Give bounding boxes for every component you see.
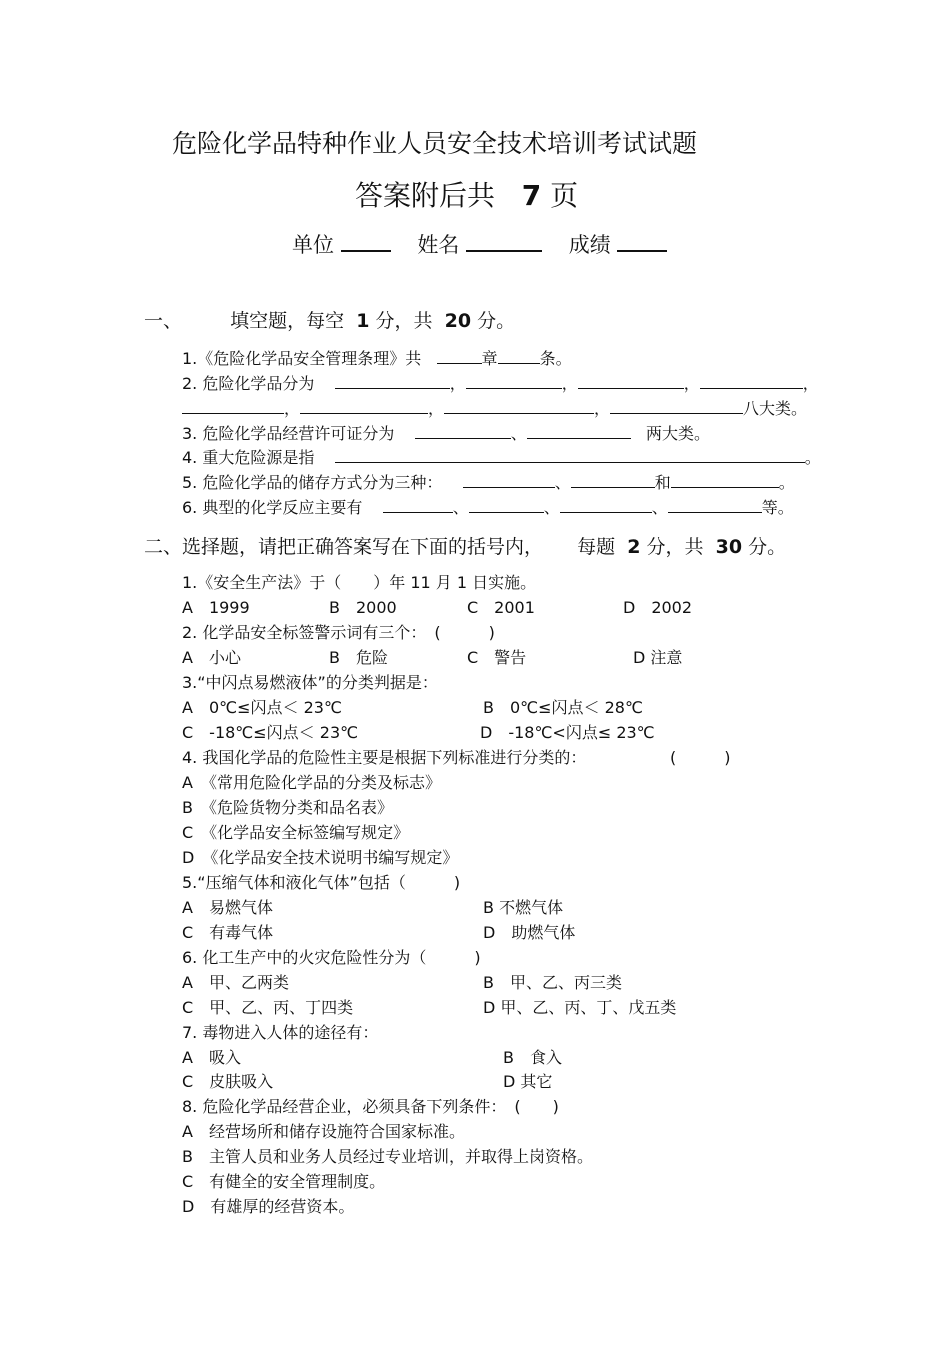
blank-field[interactable] bbox=[437, 348, 482, 364]
option-a[interactable]: A 1999 bbox=[182, 598, 250, 617]
blank-field[interactable] bbox=[182, 398, 284, 414]
option-b[interactable]: B 0℃≤闪点＜ 28℃ bbox=[483, 698, 643, 717]
option-b[interactable]: B 《危险货物分类和品名表》 bbox=[182, 798, 393, 817]
question-text: 和 bbox=[654, 473, 671, 492]
blank-field[interactable] bbox=[469, 497, 544, 513]
section2-text: 分。 bbox=[748, 536, 787, 558]
page-count: 7 bbox=[521, 179, 542, 212]
section2-text: 分，共 bbox=[646, 536, 704, 558]
subtitle-prefix: 答案附后共 bbox=[355, 179, 496, 212]
section1-text: 分。 bbox=[477, 310, 516, 332]
question-text: 等。 bbox=[761, 498, 794, 517]
blank-field[interactable] bbox=[463, 472, 555, 488]
blank-field[interactable] bbox=[300, 398, 428, 414]
punct: 、 bbox=[543, 498, 560, 517]
punct: 、 bbox=[510, 424, 527, 443]
blank-field[interactable] bbox=[383, 497, 453, 513]
fill-question-2-cont bbox=[182, 396, 807, 419]
option-a[interactable]: A 甲、乙两类 bbox=[182, 973, 289, 992]
blank-field[interactable] bbox=[527, 423, 631, 439]
question-text: 3. 危险化学品经营许可证分为 bbox=[182, 424, 395, 443]
score-field[interactable] bbox=[617, 230, 667, 252]
choice-question-8: 8. 危险化学品经营企业，必须具备下列条件： ( ) bbox=[182, 1097, 559, 1116]
blank-field[interactable] bbox=[444, 398, 594, 414]
option-b[interactable]: B 主管人员和业务人员经过专业培训，并取得上岗资格。 bbox=[182, 1147, 593, 1166]
subtitle-suffix: 页 bbox=[550, 179, 579, 212]
section1-text: 填空题，每空 bbox=[230, 310, 345, 332]
option-a[interactable]: A 小心 bbox=[182, 648, 241, 667]
blank-field[interactable] bbox=[700, 373, 803, 389]
blank-field[interactable] bbox=[571, 472, 655, 488]
option-c[interactable]: C 甲、乙、丙、丁四类 bbox=[182, 998, 354, 1017]
question-text: 1.《危险化学品安全管理条理》共 bbox=[182, 349, 422, 368]
section1-number: 一、 bbox=[144, 310, 183, 332]
option-d[interactable]: D 其它 bbox=[503, 1072, 553, 1091]
question-text: 八大类。 bbox=[743, 399, 808, 418]
punct: ， bbox=[561, 374, 578, 393]
punct: 。 bbox=[778, 473, 795, 492]
exam-title: 危险化学品特种作业人员安全技术培训考试试题 bbox=[172, 129, 698, 158]
option-d[interactable]: D 助燃气体 bbox=[483, 923, 576, 942]
choice-question-6: 6. 化工生产中的火灾危险性分为（ ) bbox=[182, 948, 481, 967]
fill-question-2 bbox=[182, 371, 819, 394]
blank-field[interactable] bbox=[335, 447, 805, 463]
choice-question-1: 1.《安全生产法》于（ ）年 11 月 1 日实施。 bbox=[182, 573, 537, 592]
fill-question-6 bbox=[182, 495, 794, 518]
section2-total: 30 bbox=[715, 536, 743, 558]
question-text: 两大类。 bbox=[645, 424, 710, 443]
option-d[interactable]: D 2002 bbox=[623, 598, 693, 617]
name-field[interactable] bbox=[466, 230, 542, 252]
blank-field[interactable] bbox=[466, 373, 562, 389]
name-label: 姓名 bbox=[417, 233, 460, 257]
exam-info-line bbox=[292, 229, 667, 259]
answer-bracket[interactable]: ( ) bbox=[670, 748, 731, 767]
option-d[interactable]: D 注意 bbox=[633, 648, 683, 667]
fill-question-3 bbox=[182, 421, 710, 444]
punct: ， bbox=[802, 374, 819, 393]
question-text: 4. 重大危险源是指 bbox=[182, 448, 315, 467]
question-text: 章 bbox=[481, 349, 498, 368]
option-c[interactable]: C 《化学品安全标签编写规定》 bbox=[182, 823, 410, 842]
option-a[interactable]: A 《常用危险化学品的分类及标志》 bbox=[182, 773, 441, 792]
unit-label: 单位 bbox=[292, 233, 334, 257]
section1-heading bbox=[144, 306, 515, 333]
choice-question-5: 5.“压缩气体和液化气体”包括（ ) bbox=[182, 873, 461, 892]
unit-field[interactable] bbox=[341, 230, 391, 252]
punct: ， bbox=[449, 374, 466, 393]
punct: 。 bbox=[804, 448, 821, 467]
section2-points: 2 bbox=[627, 536, 641, 558]
fill-question-4 bbox=[182, 445, 821, 468]
choice-question-7: 7. 毒物进入人体的途径有： bbox=[182, 1023, 379, 1042]
blank-field[interactable] bbox=[578, 373, 684, 389]
option-d[interactable]: D 有雄厚的经营资本。 bbox=[182, 1197, 355, 1216]
fill-question-1 bbox=[182, 346, 572, 369]
blank-field[interactable] bbox=[335, 373, 450, 389]
option-a[interactable]: A 经营场所和储存设施符合国家标准。 bbox=[182, 1122, 465, 1141]
choice-question-2: 2. 化学品安全标签警示词有三个： ( ) bbox=[182, 623, 495, 642]
option-a[interactable]: A 吸入 bbox=[182, 1048, 241, 1067]
choice-question-4: 4. 我国化学品的危险性主要是根据下列标准进行分类的： bbox=[182, 748, 587, 767]
option-d[interactable]: D -18℃<闪点≤ 23℃ bbox=[480, 723, 655, 742]
option-c[interactable]: C 皮肤吸入 bbox=[182, 1072, 274, 1091]
section1-points: 1 bbox=[356, 310, 370, 332]
punct: ， bbox=[284, 399, 301, 418]
punct: ， bbox=[428, 399, 445, 418]
section1-text: 分，共 bbox=[375, 310, 433, 332]
section2-text: 二、选择题，请把正确答案写在下面的括号内， bbox=[144, 536, 544, 558]
blank-field[interactable] bbox=[560, 497, 652, 513]
section2-text: 每题 bbox=[577, 536, 616, 558]
option-b[interactable]: B 食入 bbox=[503, 1048, 562, 1067]
choice-question-3: 3.“中闪点易燃液体”的分类判据是： bbox=[182, 673, 438, 692]
option-a[interactable]: A 易燃气体 bbox=[182, 898, 273, 917]
option-d[interactable]: D 《化学品安全技术说明书编写规定》 bbox=[182, 848, 459, 867]
punct: ， bbox=[683, 374, 700, 393]
punct: ， bbox=[594, 399, 611, 418]
punct: 、 bbox=[651, 498, 668, 517]
option-b[interactable]: B 危险 bbox=[329, 648, 388, 667]
blank-field[interactable] bbox=[668, 497, 762, 513]
blank-field[interactable] bbox=[498, 348, 540, 364]
section1-total: 20 bbox=[444, 310, 472, 332]
option-b[interactable]: B 不燃气体 bbox=[483, 898, 564, 917]
option-c[interactable]: C 2001 bbox=[467, 598, 535, 617]
option-b[interactable]: B 甲、乙、丙三类 bbox=[483, 973, 622, 992]
fill-question-5 bbox=[182, 470, 795, 493]
punct: 、 bbox=[554, 473, 571, 492]
section2-heading bbox=[144, 532, 786, 559]
option-a[interactable]: A 0℃≤闪点＜ 23℃ bbox=[182, 698, 342, 717]
blank-field[interactable] bbox=[610, 398, 743, 414]
option-c[interactable]: C 有健全的安全管理制度。 bbox=[182, 1172, 386, 1191]
blank-field[interactable] bbox=[671, 472, 779, 488]
option-c[interactable]: C 警告 bbox=[467, 648, 527, 667]
question-text: 2. 危险化学品分为 bbox=[182, 374, 315, 393]
option-d[interactable]: D 甲、乙、丙、丁、戊五类 bbox=[483, 998, 677, 1017]
exam-subtitle bbox=[355, 174, 578, 214]
question-text: 6. 典型的化学反应主要有 bbox=[182, 498, 363, 517]
blank-field[interactable] bbox=[415, 423, 511, 439]
score-label: 成绩 bbox=[568, 233, 611, 257]
question-text: 5. 危险化学品的储存方式分为三种： bbox=[182, 473, 443, 492]
option-c[interactable]: C 有毒气体 bbox=[182, 923, 274, 942]
option-b[interactable]: B 2000 bbox=[329, 598, 397, 617]
question-text: 条。 bbox=[539, 349, 572, 368]
punct: 、 bbox=[452, 498, 469, 517]
option-c[interactable]: C -18℃≤闪点＜ 23℃ bbox=[182, 723, 359, 742]
